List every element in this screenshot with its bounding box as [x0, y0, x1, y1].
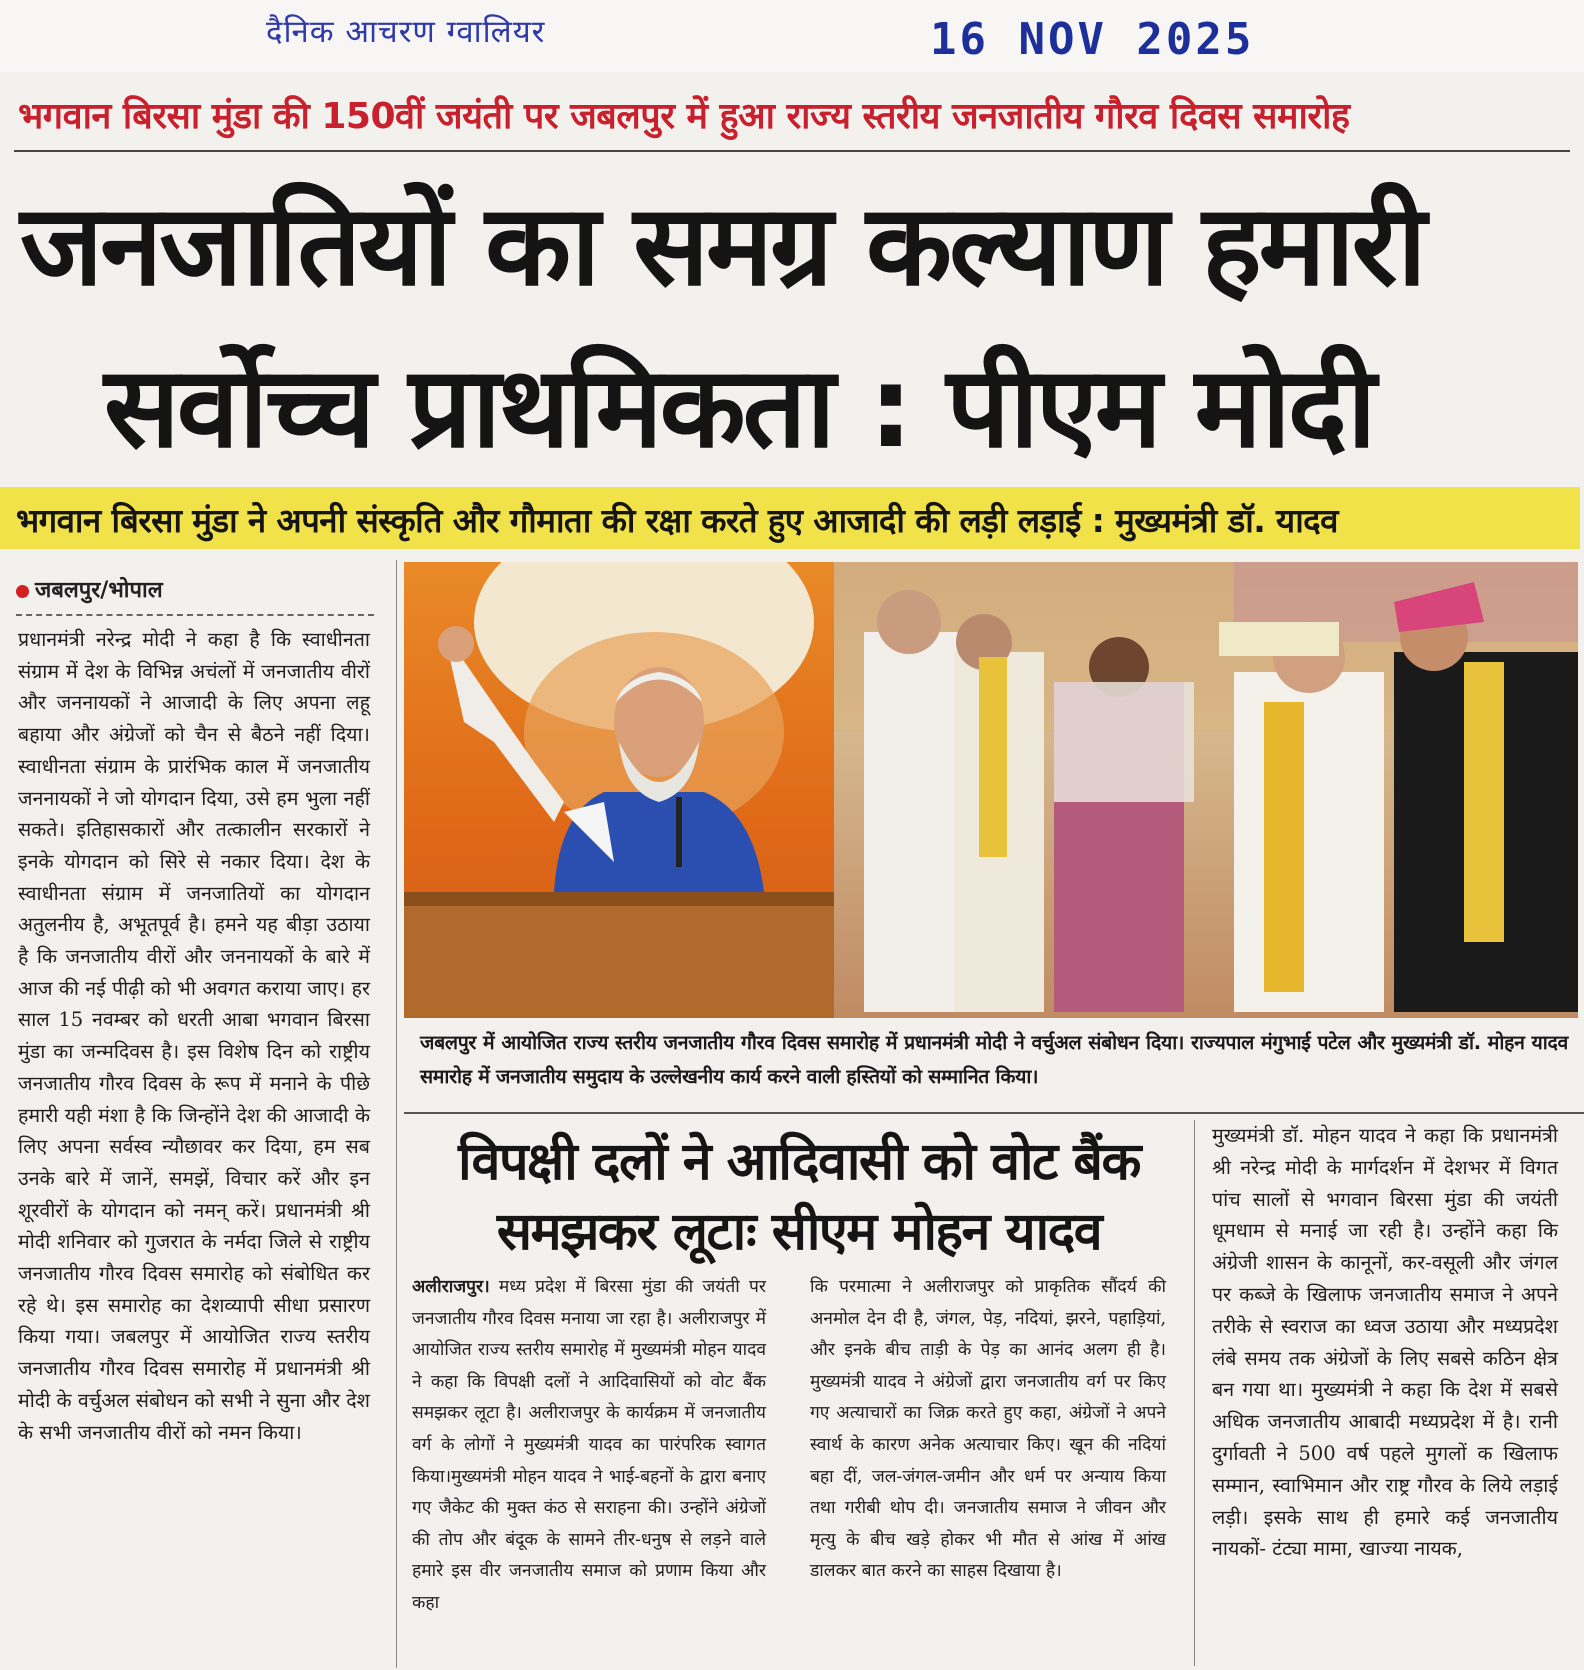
second-story-headline-line1: विपक्षी दलों ने आदिवासी को वोट बैंक [458, 1132, 1140, 1192]
masthead [0, 0, 1584, 72]
newspaper-name: दैनिक आचरण ग्वालियर [266, 14, 546, 50]
main-headline-line1: जनजातियों का समग्र कल्याण हमारी [20, 181, 1424, 311]
lead-story-body: प्रधानमंत्री नरेन्द्र मोदी ने कहा है कि स्वाधीनता संग्राम में देश के विभिन्न अचंलों में जनजातीय वीरों और जननायकों ने आजादी के लिए अपना लहू बहाया और अंग्रेजों को चैन से बैठने नहीं दिया। स्वाधीनता संग्राम के प्रारंभिक काल में जनजातीय जननायकों ने जो योगदान दिया, उसे हम भुला नहीं सकते। इतिहासकारों और तत्कालीन सरकारों ने इनके योगदान को सिरे से नकार दिया। देश के स्वाधीनता संग्राम में जनजातियों का योगदान अतुलनीय है, अभूतपूर्व है। हमने यह बीड़ा उठाया है कि जनजातीय वीरों और जननायकों के बारे में आज की नई पीढ़ी को भी अवगत कराया जाए। हर साल 15 नवम्बर को धरती आबा भगवान बिरसा मुंडा का जन्मदिवस है। इस विशेष दिन को राष्ट्रीय जनजातीय गौरव दिवस के रूप में मनाने के पीछे हमारी यही मंशा है कि जिन्होंने देश की आजादी के लिए अपना सर्वस्व न्यौछावर कर दिया, हम सब उनके बारे में जानें, समझें, विचार करें और इन शूरवीरों के योगदान को नमन् करें। प्रधानमंत्री श्री मोदी शनिवार को गुजरात के नर्मदा जिले से राष्ट्रीय जनजातीय गौरव दिवस समारोह को संबोधित कर रहे थे। इस समारोह का देशव्यापी सीधा प्रसारण किया गया। जबलपुर में आयोजित राज्य स्तरीय जनजातीय गौरव दिवस समारोह में प्रधानमंत्री श्री मोदी के वर्चुअल संबोधन को सभी ने सुना और देश के सभी जनजातीय वीरों को नमन किया। [18, 628, 370, 1444]
second-story-column-1-text: मध्य प्रदेश में बिरसा मुंडा की जयंती पर जनजातीय गौरव दिवस मनाया जा रहा है। अलीराजपुर में आयोजित राज्य स्तरीय समारोह में मुख्यमंत्री मोहन यादव ने कहा कि विपक्षी दलों ने आदिवासियों को वोट बैंक समझकर लूटा है। अलीराजपुर के कार्यक्रम में जनजातीय वर्ग के लोगों ने मुख्यमंत्री यादव का पारंपरिक स्वागत किया।मुख्यमंत्री मोहन यादव ने भाई-बहनों के द्वारा बनाए गए जैकेट की मुक्त कंठ से सराहना की। उन्होंने अंग्रेजों की तोप और बंदूक के सामने तीर-धनुष से लड़ने वाले हमारे इस वीर जनजातीय समाज को प्रणाम किया और कहा [412, 1277, 767, 1613]
dateline [16, 574, 163, 604]
red-bullet-icon [16, 585, 29, 598]
dashed-divider [16, 614, 374, 616]
photo-caption: जबलपुर में आयोजित राज्य स्तरीय जनजातीय गौरव दिवस समारोह में प्रधानमंत्री मोदी ने वर्चुअल संबोधन दिया। राज्यपाल मंगुभाई पटेल और मुख्यमंत्री डॉ. मोहन यादव समारोह में जनजातीय समुदाय के उल्लेखनीय कार्य करने वाली हस्तियों को सम्मानित किया। [420, 1031, 1568, 1088]
divider [14, 150, 1570, 152]
column-divider [1194, 1120, 1195, 1666]
photo-pm-speech [404, 562, 834, 1018]
second-story-column-3: मुख्यमंत्री डॉ. मोहन यादव ने कहा कि प्रधानमंत्री श्री नरेन्द्र मोदी के मार्गदर्शन में देशभर में विगत पांच सालों से भगवान बिरसा मुंडा की जयंती धूमधाम से मनाई जा रही है। उन्होंने कहा कि अंग्रेजी शासन के कानूनों, कर-वसूली और जंगल पर कब्जे के खिलाफ जनजातीय समाज ने अपने तरीके से स्वराज का ध्वज उठाया और मध्यप्रदेश लंबे समय तक अंग्रेजों के लिए सबसे कठिन क्षेत्र बन गया था। मुख्यमंत्री ने कहा कि देश में सबसे अधिक जनजातीय आबादी मध्यप्रदेश में है। रानी दुर्गावती ने 500 वर्ष पहले मुगलों क खिलाफ सम्मान, स्वाभिमान और राष्ट्र गौरव के लिये लड़ाई लड़ी। इसके साथ ही हमारे कई जनजातीय नायकों- टंट्या मामा, खाज्या नायक, [1212, 1124, 1558, 1561]
felicitation-illustration [834, 562, 1578, 1018]
main-headline-line2: सर्वोच्च प्राथमिकता : पीएम मोदी [104, 343, 1374, 473]
subheadline: भगवान बिरसा मुंडा ने अपनी संस्कृति और गौमाता की रक्षा करते हुए आजादी की लड़ी लड़ाई : मुख्यमंत्री डॉ. यादव [16, 501, 1338, 540]
second-story-column-1 [412, 1272, 766, 1620]
divider [404, 1112, 1584, 1114]
column-divider [396, 560, 397, 1668]
date-stamp: 16 NOV 2025 [930, 14, 1255, 65]
second-story-dateline: अलीराजपुर। [412, 1277, 490, 1297]
photo-felicitation [834, 562, 1578, 1018]
kicker-headline: भगवान बिरसा मुंडा की 150वीं जयंती पर जबलपुर में हुआ राज्य स्तरीय जनजातीय गौरव दिवस समारोह [18, 96, 1350, 137]
dateline-text: जबलपुर/भोपाल [35, 578, 163, 603]
speaker-illustration [404, 562, 834, 1018]
second-story-column-2: कि परमात्मा ने अलीराजपुर को प्राकृतिक सौंदर्य की अनमोल देन दी है, जंगल, पेड़, नदियां, झरने, पहाड़ियां, और इनके बीच ताड़ी के पेड़ का आनंद अलग ही है। मुख्यमंत्री यादव ने अंग्रेजों द्वारा जनजातीय वर्ग पर किए गए अत्याचारों का जिक्र करते हुए कहा, अंग्रेजों ने अपने स्वार्थ के कारण अनेक अत्याचार किए। खून की नदियां बहा दीं, जल-जंगल-जमीन और धर्म पर अन्याय किया तथा गरीबी थोप दी। जनजातीय समाज ने जीवन और मृत्यु के बीच खड़े होकर भी मौत से आंख में आंख डालकर बात करने का साहस दिखाया है। [810, 1277, 1166, 1582]
second-story-headline-line2: समझकर लूटाः सीएम मोहन यादव [496, 1202, 1102, 1262]
